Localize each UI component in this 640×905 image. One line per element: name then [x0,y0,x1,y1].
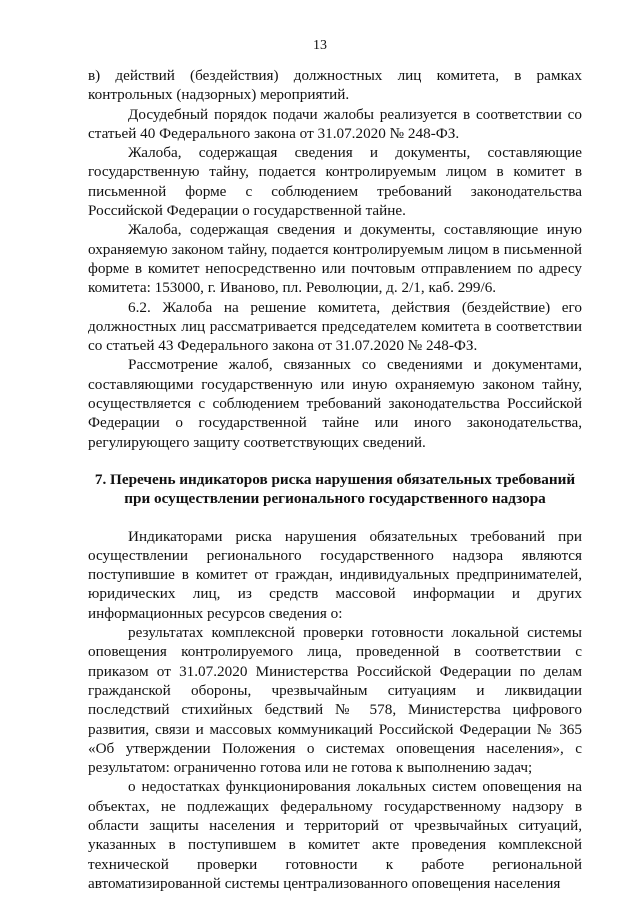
section-7-heading-line-1: 7. Перечень индикаторов риска нарушения обязательных требований [94,470,576,488]
paragraph-local-systems-deficiencies: о недостатках функционирования локальных систем оповещения на объектах, не подлежащих федеральному государственному надзору в области защиты населения и территорий от чрезвычайных ситуаций, указанных в поступившем в комитет акте проведения комплексной технической проверки готовности к работе региональной автоматизированной системы централизованного оповещения населения [88,778,582,892]
document-body [88,66,582,893]
section-7-heading-line-2: при осуществлении регионального государственного надзора [124,490,546,508]
page-number: 13 [313,38,327,53]
paragraph-complaint-review: Рассмотрение жалоб, связанных со сведениями и документами, составляющими государственную или иную охраняемую законом тайну, осуществляется с соблюдением требований законодательства Российской Федерации о государственной тайне или иного законодательства, регулирующего защиту соответствующих сведений. [88,356,582,451]
paragraph-section-6-2: 6.2. Жалоба на решение комитета, действия (бездействие) его должностных лиц рассматривается председателем комитета в соответствии со статьей 43 Федерального закона от 31.07.2020 № 248-ФЗ. [88,298,582,355]
paragraph-risk-indicators-intro: Индикаторами риска нарушения обязательных требований при осуществлении регионального государственного надзора являются поступившие в комитет от граждан, индивидуальных предпринимателей, юридических лиц, из средств массовой информации и других информационных ресурсов сведения о: [88,527,582,622]
paragraph-complex-check-results: результатах комплексной проверки готовности локальной системы оповещения контролируемого лица, проведенной в соответствии с приказом от 31.07.2020 Министерства Российской Федерации по делам гражданской обороны, чрезвычайным ситуациям и ликвидации последствий стихийных бедствий № 578, Министерства цифрового развития, связи и массовых коммуникаций Российской Федерации № 365 «Об утверждении Положения о системах оповещения населения», с результатом: ограниченно готова или не готова к выполнению задач; [88,624,582,777]
paragraph-pretrial-procedure: Досудебный порядок подачи жалобы реализуется в соответствии со статьей 40 Федерального закона от 31.07.2020 № 248-ФЗ. [88,105,582,142]
section-7-heading [88,470,582,509]
paragraph-complaint-item-v: в) действий (бездействия) должностных лиц комитета, в рамках контрольных (надзорных) мероприятий. [88,67,582,104]
paragraph-state-secret-complaint: Жалоба, содержащая сведения и документы, составляющие государственную тайну, подается контролируемым лицом в комитет в письменной форме с соблюдением требований законодательства Российской Федерации о государственной тайне. [88,144,582,220]
paragraph-other-secret-complaint: Жалоба, содержащая сведения и документы, составляющие иную охраняемую законом тайну, подается контролируемым лицом в письменной форме в комитет непосредственно или почтовым отправлением по адресу комитета: 153000, г. Иваново, пл. Революции, д. 2/1, каб. 299/6. [88,221,582,297]
